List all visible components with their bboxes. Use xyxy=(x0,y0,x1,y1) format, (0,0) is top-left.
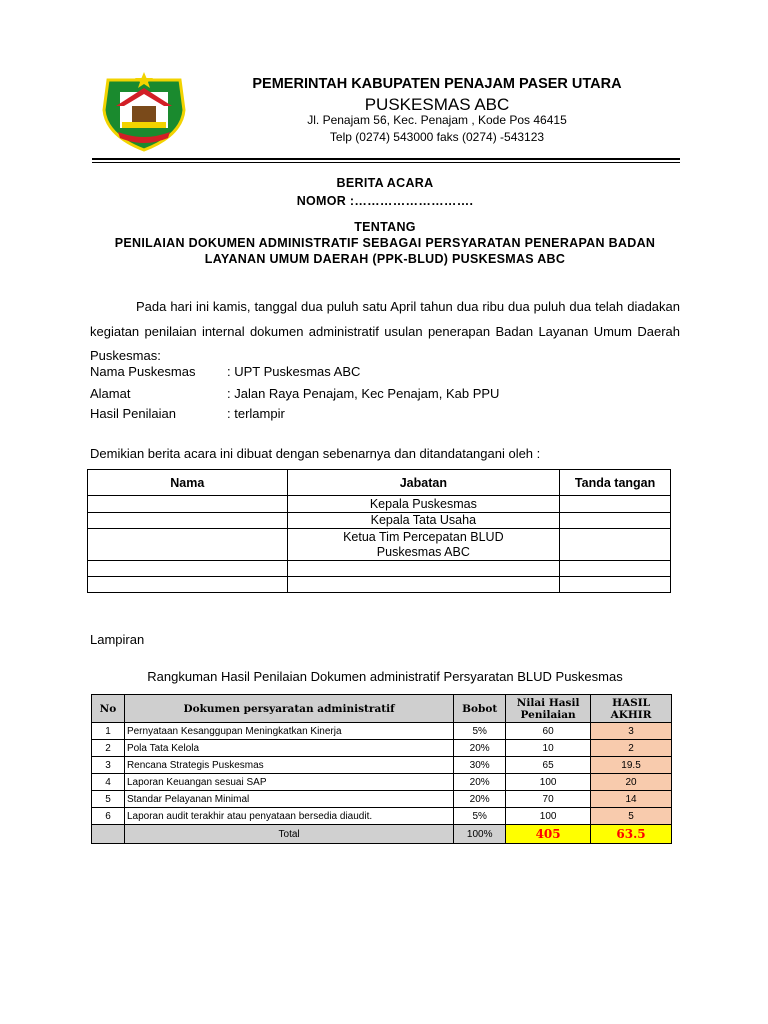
table-row xyxy=(92,808,672,825)
summary-title: Rangkuman Hasil Penilaian Dokumen administratif Persyaratan BLUD Puskesmas xyxy=(147,669,623,684)
row-hasil: 2 xyxy=(591,740,672,757)
signature-ttd xyxy=(560,561,671,577)
row-no: 6 xyxy=(92,808,125,825)
total-nilai: 405 xyxy=(506,825,591,844)
row-no: 3 xyxy=(92,757,125,774)
col-hasil-akhir: HASIL AKHIR xyxy=(591,695,672,723)
col-bobot: Bobot xyxy=(454,695,506,723)
field-value: : Jalan Raya Penajam, Kec Penajam, Kab PPU xyxy=(227,386,500,401)
government-name: PEMERINTAH KABUPATEN PENAJAM PASER UTARA xyxy=(252,76,622,92)
row-bobot: 20% xyxy=(454,774,506,791)
signature-row xyxy=(88,561,671,577)
col-jabatan: Jabatan xyxy=(287,470,560,496)
row-bobot: 20% xyxy=(454,740,506,757)
row-no: 4 xyxy=(92,774,125,791)
field-hasil-penilaian xyxy=(90,406,285,421)
opening-paragraph xyxy=(90,295,680,369)
signature-jabatan xyxy=(287,577,560,593)
field-nama-puskesmas xyxy=(90,364,360,379)
signature-ttd xyxy=(560,577,671,593)
table-row xyxy=(92,723,672,740)
row-no: 2 xyxy=(92,740,125,757)
table-row xyxy=(92,757,672,774)
row-no: 5 xyxy=(92,791,125,808)
summary-header-row xyxy=(92,695,672,723)
row-dokumen: Standar Pelayanan Minimal xyxy=(124,791,453,808)
row-dokumen: Laporan audit terakhir atau penyataan bersedia diaudit. xyxy=(124,808,453,825)
total-label: Total xyxy=(124,825,453,844)
emblem-house xyxy=(132,106,156,122)
row-hasil: 20 xyxy=(591,774,672,791)
subject-line-1: PENILAIAN DOKUMEN ADMINISTRATIF SEBAGAI PERSYARATAN PENERAPAN BADAN xyxy=(114,236,656,250)
field-label: Nama Puskesmas xyxy=(90,364,196,379)
field-value: : terlampir xyxy=(227,406,285,421)
header-divider-thick xyxy=(92,158,680,160)
signature-row xyxy=(88,513,671,529)
table-row xyxy=(92,774,672,791)
row-nilai: 60 xyxy=(506,723,591,740)
col-tanda-tangan: Tanda tangan xyxy=(560,470,671,496)
signature-row xyxy=(88,529,671,561)
signature-jabatan: Kepala Puskesmas xyxy=(287,496,560,513)
signature-jabatan xyxy=(287,561,560,577)
row-hasil: 19.5 xyxy=(591,757,672,774)
signature-header-row xyxy=(88,470,671,496)
closing-statement: Demikian berita acara ini dibuat dengan sebenarnya dan ditandatangani oleh : xyxy=(90,446,541,461)
attachment-label: Lampiran xyxy=(90,632,145,647)
document-number: NOMOR :………………………. xyxy=(296,194,474,208)
row-nilai: 100 xyxy=(506,808,591,825)
signature-nama xyxy=(88,513,288,529)
signature-nama xyxy=(88,496,288,513)
institution-name: PUSKESMAS ABC xyxy=(364,95,510,114)
subject-line-2: LAYANAN UMUM DAERAH (PPK-BLUD) PUSKESMAS ABC xyxy=(204,252,566,266)
signature-nama xyxy=(88,529,288,561)
header-divider-thin xyxy=(92,162,680,163)
institution-phone: Telp (0274) 543000 faks (0274) -543123 xyxy=(329,130,545,144)
row-bobot: 5% xyxy=(454,723,506,740)
emblem-base xyxy=(122,122,166,128)
summary-table xyxy=(91,694,672,844)
table-row xyxy=(92,791,672,808)
row-bobot: 5% xyxy=(454,808,506,825)
signature-ttd xyxy=(560,529,671,561)
signature-nama xyxy=(88,561,288,577)
row-dokumen: Laporan Keuangan sesuai SAP xyxy=(124,774,453,791)
row-nilai: 10 xyxy=(506,740,591,757)
document-title: BERITA ACARA xyxy=(336,176,434,190)
total-row xyxy=(92,825,672,844)
subject-heading: TENTANG xyxy=(354,220,416,234)
signature-row xyxy=(88,577,671,593)
field-label: Alamat xyxy=(90,386,131,401)
total-hasil: 63.5 xyxy=(591,825,672,844)
row-dokumen: Pola Tata Kelola xyxy=(124,740,453,757)
signature-jabatan: Ketua Tim Percepatan BLUD Puskesmas ABC xyxy=(287,529,560,561)
opening-paragraph-text: Pada hari ini kamis, tanggal dua puluh satu April tahun dua ribu dua puluh dua telah diadakan kegiatan penilaian internal dokumen administratif usulan penerapan Badan Layanan Umum Daerah Puskesmas: xyxy=(90,299,680,363)
field-value: : UPT Puskesmas ABC xyxy=(227,364,361,379)
row-no: 1 xyxy=(92,723,125,740)
row-bobot: 20% xyxy=(454,791,506,808)
row-nilai: 70 xyxy=(506,791,591,808)
field-label: Hasil Penilaian xyxy=(90,406,176,421)
signature-jabatan: Kepala Tata Usaha xyxy=(287,513,560,529)
row-nilai: 65 xyxy=(506,757,591,774)
col-nama: Nama xyxy=(88,470,288,496)
row-hasil: 14 xyxy=(591,791,672,808)
row-dokumen: Rencana Strategis Puskesmas xyxy=(124,757,453,774)
row-bobot: 30% xyxy=(454,757,506,774)
total-bobot: 100% xyxy=(454,825,506,844)
table-row xyxy=(92,740,672,757)
col-no: No xyxy=(92,695,125,723)
signature-ttd xyxy=(560,496,671,513)
regency-emblem-logo xyxy=(98,70,190,152)
row-dokumen: Pernyataan Kesanggupan Meningkatkan Kinerja xyxy=(124,723,453,740)
row-hasil: 3 xyxy=(591,723,672,740)
institution-address: Jl. Penajam 56, Kec. Penajam , Kode Pos 46415 xyxy=(307,113,567,127)
signature-nama xyxy=(88,577,288,593)
field-alamat xyxy=(90,386,499,401)
row-hasil: 5 xyxy=(591,808,672,825)
signature-row xyxy=(88,496,671,513)
col-nilai: Nilai Hasil Penilaian xyxy=(506,695,591,723)
signature-ttd xyxy=(560,513,671,529)
row-nilai: 100 xyxy=(506,774,591,791)
signature-table xyxy=(87,469,671,593)
col-dokumen: Dokumen persyaratan administratif xyxy=(124,695,453,723)
total-no-cell xyxy=(92,825,125,844)
